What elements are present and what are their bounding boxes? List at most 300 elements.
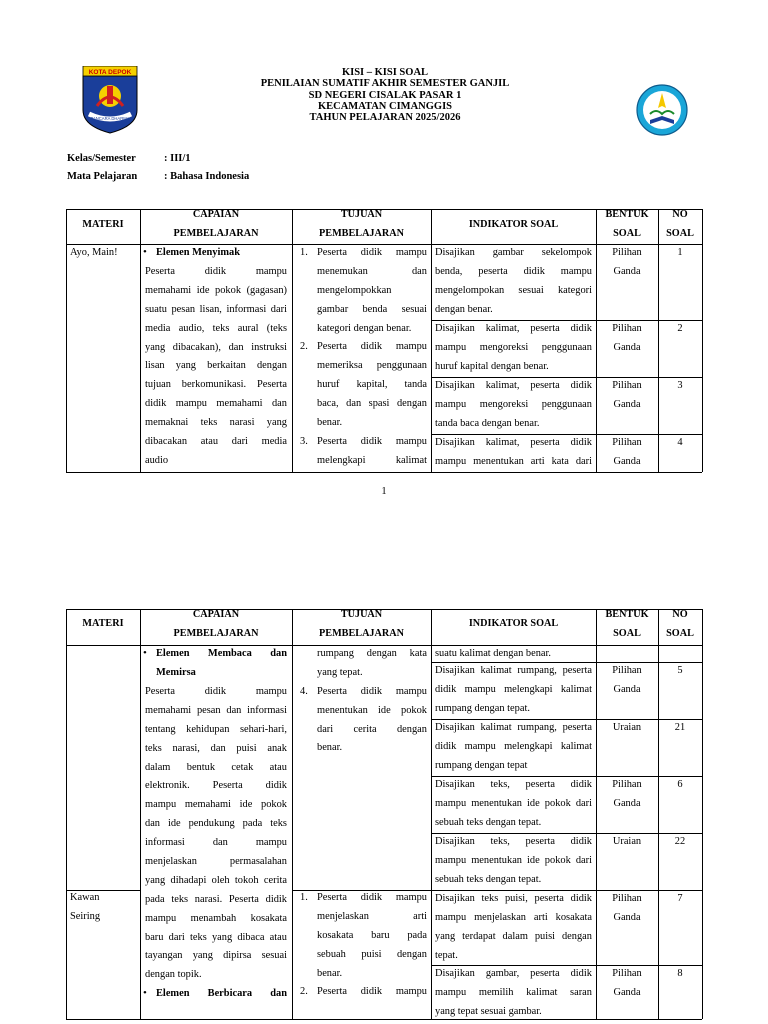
text-line — [145, 759, 287, 778]
text-line — [156, 985, 287, 1004]
tujuan-number: 2. — [300, 986, 308, 998]
tujuan-list — [296, 889, 427, 1002]
tujuan-number: 1. — [300, 892, 308, 903]
col-capaian-line: PEMBELAJARAN — [173, 228, 259, 239]
word: didik — [435, 683, 457, 695]
word: ide — [378, 704, 391, 716]
bentuk-cell — [596, 662, 658, 700]
word: Peserta — [317, 892, 348, 903]
text-line: tanda baca dengan benar. — [435, 417, 540, 429]
col-materi: MATERI — [82, 618, 124, 629]
logo-left-text-top: KOTA DEPOK — [88, 69, 132, 76]
word: mampu — [255, 266, 287, 277]
word: memahami — [216, 398, 263, 410]
col-no-line: NO — [672, 609, 688, 620]
bentuk-line: Pilihan — [612, 380, 642, 391]
word: kapital, — [356, 379, 388, 391]
no-cell: 22 — [674, 836, 686, 847]
bentuk-line: Uraian — [612, 836, 642, 847]
word: Peserta — [256, 379, 287, 391]
text-line: dengan topik. — [145, 969, 202, 981]
kelas-value: : III/1 — [164, 153, 191, 164]
bentuk-line: Pilihan — [612, 323, 642, 334]
word: tanda — [404, 379, 427, 391]
word: puisi — [534, 930, 556, 942]
word: gambar — [317, 303, 349, 315]
word: kalimat — [480, 722, 512, 733]
word: didik — [570, 893, 592, 904]
col-capaian — [140, 605, 292, 643]
text-line — [435, 662, 592, 681]
word: kalimat, — [485, 323, 520, 334]
capaian-heading-cont: Memirsa — [156, 667, 196, 678]
bentuk-line: Uraian — [612, 722, 642, 733]
text-line: huruf kapital dengan benar. — [435, 360, 549, 372]
bentuk-cell — [596, 965, 658, 1003]
word: ide — [167, 818, 181, 830]
word: teks — [270, 818, 287, 830]
word: dan — [411, 265, 427, 277]
word: huruf — [317, 379, 340, 391]
word: didik — [435, 740, 457, 752]
tujuan-item — [296, 683, 427, 759]
word: dari — [575, 455, 592, 467]
word: dihadapi — [170, 874, 207, 886]
word: dan — [270, 988, 287, 999]
text-line — [156, 645, 287, 664]
indikator-cell — [435, 719, 592, 776]
word: mampu — [464, 740, 496, 752]
word: Peserta — [317, 435, 348, 447]
no-cell: 6 — [677, 779, 683, 790]
word: teks — [171, 893, 189, 905]
word: peserta — [562, 665, 592, 676]
word: peserta — [478, 265, 508, 277]
word: Peserta — [317, 685, 348, 697]
word: didik — [570, 836, 592, 847]
word: teks — [200, 417, 218, 429]
col-tujuan-line: PEMBELAJARAN — [319, 228, 404, 239]
word: teks, — [490, 836, 510, 847]
col-indikator: INDIKATOR SOAL — [468, 618, 559, 629]
text-line: benar. — [317, 417, 343, 429]
word: Disajikan — [435, 893, 475, 904]
word: memilih — [478, 986, 514, 998]
word: kalimat — [526, 986, 558, 998]
word: mampu — [395, 685, 427, 697]
text-line — [145, 777, 287, 796]
word: sehari-hari, — [239, 723, 287, 735]
word: dengan — [366, 648, 397, 659]
word: kehidupan — [186, 723, 230, 735]
text-line: kategori dengan benar. — [317, 322, 412, 334]
word: cerita — [353, 723, 377, 735]
word: baca, — [317, 398, 339, 410]
word: didik — [145, 398, 167, 410]
bentuk-line: Ganda — [613, 341, 641, 353]
word: dengan — [396, 948, 427, 960]
word: Disajikan — [435, 779, 475, 790]
word: menemukan — [317, 265, 368, 277]
word: mampu — [435, 854, 467, 866]
bullet-icon: • — [143, 647, 147, 659]
word: Berbicara — [207, 988, 253, 999]
word: kalimat, — [485, 380, 520, 391]
text-line — [145, 872, 287, 891]
text-line: benar. — [317, 967, 343, 979]
text-line: rumpang dengan tepat — [435, 759, 528, 771]
word: dibaca — [237, 931, 265, 943]
word: sebuah — [317, 948, 346, 960]
word: tokoh — [234, 874, 259, 886]
materi-cell: Ayo, Main! — [70, 247, 118, 258]
materi-cell — [70, 889, 100, 927]
word: gambar — [492, 247, 524, 258]
text-line — [317, 889, 427, 908]
word: narasi, — [172, 742, 200, 754]
word: informasi — [226, 303, 267, 315]
word: didik — [265, 893, 287, 905]
col-bentuk-line: BENTUK — [605, 609, 649, 620]
word: Membaca — [207, 648, 252, 659]
word: kategori — [557, 284, 592, 296]
bentuk-line: Pilihan — [612, 893, 642, 904]
word: yang — [175, 360, 196, 372]
word: kalimat — [560, 683, 592, 695]
text-line: sebuah teks dengan tepat. — [435, 873, 542, 885]
word: lisan, — [199, 303, 222, 315]
word: gambar, — [485, 968, 520, 979]
word: penggunaan — [541, 341, 592, 353]
no-cell: 7 — [677, 893, 683, 904]
text-line: audio — [145, 454, 169, 466]
word: arti — [530, 455, 545, 467]
word: mengoreksi — [479, 398, 529, 410]
word: peserta — [530, 437, 560, 448]
word: Disajikan — [435, 323, 475, 334]
word: sesuai — [261, 950, 287, 962]
word: dan — [210, 742, 226, 754]
word: dibacakan — [145, 436, 188, 448]
bentuk-line: Ganda — [613, 797, 641, 809]
text-line: tepat. — [435, 949, 458, 961]
word: memaknai — [145, 417, 189, 429]
word: teks — [190, 931, 207, 943]
word: berkaitan — [207, 360, 246, 372]
word: Peserta — [317, 986, 348, 998]
text-line — [435, 776, 592, 795]
word: dari — [317, 723, 334, 735]
word: aural — [237, 322, 259, 334]
capaian-heading — [156, 985, 287, 1004]
word: dan — [228, 341, 244, 353]
tujuan-item — [296, 889, 427, 983]
bullet-icon: • — [143, 987, 147, 999]
word: berkomunikasi. — [181, 379, 247, 391]
text-line: mengelompokkan — [317, 284, 392, 296]
mapel-value: : Bahasa Indonesia — [164, 171, 250, 182]
text-line — [145, 947, 287, 966]
col-capaian-line: CAPAIAN — [192, 609, 240, 620]
text-line — [145, 910, 287, 929]
word: dipirsa — [223, 950, 252, 962]
text-line — [145, 853, 287, 872]
word: yang — [435, 930, 456, 942]
word: Peserta — [212, 780, 243, 792]
word: kata — [409, 648, 427, 659]
bentuk-line: Pilihan — [612, 437, 642, 448]
word: puisi — [361, 948, 382, 960]
no-cell: 3 — [677, 380, 683, 391]
bentuk-line: Pilihan — [612, 665, 642, 676]
text-line — [145, 683, 287, 702]
word: menentukan — [317, 704, 368, 716]
bentuk-line: Pilihan — [612, 968, 642, 979]
word: menjelaskan — [145, 856, 197, 868]
word: kalimat — [560, 740, 592, 752]
tujuan-list — [296, 645, 427, 758]
word: Disajikan — [435, 968, 475, 979]
word: penggunaan — [376, 360, 427, 372]
text-line: dengan benar. — [435, 303, 493, 315]
word: benda, — [435, 265, 463, 277]
word: Disajikan — [435, 722, 475, 733]
materi-line: Seiring — [70, 910, 101, 922]
word: tayangan — [145, 950, 183, 962]
word: mampu — [435, 986, 467, 998]
word: mampu — [435, 911, 467, 923]
word: mengoreksi — [479, 341, 529, 353]
word: cerita — [263, 874, 287, 886]
logo-left-text-bottom: PANCARA DHARMA — [90, 116, 130, 121]
text-line: yang tepat. — [317, 666, 363, 678]
word: memahami — [145, 704, 192, 716]
word: teks — [145, 742, 162, 754]
text-line: yang tepat sesuai gambar. — [435, 1005, 542, 1017]
text-line — [145, 721, 287, 740]
mapel-label: Mata Pelajaran — [67, 171, 138, 182]
word: didik — [360, 986, 383, 998]
word: dibacakan), — [172, 341, 221, 353]
word: mampu — [435, 398, 467, 410]
no-cell: 2 — [677, 323, 683, 334]
word: didik — [570, 380, 592, 391]
page-number: 1 — [381, 486, 387, 497]
word: didik — [360, 685, 383, 697]
no-cell: 5 — [677, 665, 683, 676]
word: Disajikan — [435, 380, 475, 391]
word: (teks — [266, 322, 287, 334]
bentuk-line: Pilihan — [612, 779, 642, 790]
tujuan-number: 1. — [300, 247, 308, 258]
word: menjelaskan — [317, 910, 369, 922]
word: kata — [551, 455, 569, 467]
word: teks — [212, 322, 230, 334]
word: peserta — [525, 836, 555, 847]
word: kosakata — [317, 929, 354, 941]
word: spasi — [368, 398, 390, 410]
bentuk-line: Ganda — [613, 455, 641, 467]
text-line — [435, 738, 592, 757]
word: teks — [481, 893, 499, 904]
indikator-cell — [435, 965, 592, 1022]
col-tujuan — [292, 605, 431, 643]
word: yang — [145, 341, 166, 353]
tujuan-number: 3. — [300, 435, 308, 447]
word: atau — [200, 436, 219, 448]
word: mampu — [395, 435, 427, 447]
word: dengan — [256, 360, 287, 372]
col-capaian-line: CAPAIAN — [192, 209, 240, 220]
word: atau — [269, 931, 287, 943]
word: mengelompokan — [435, 284, 505, 296]
kelas-label: Kelas/Semester — [67, 153, 136, 164]
word: didik — [570, 779, 592, 790]
text-line — [435, 719, 592, 738]
word: saran — [570, 986, 592, 998]
word: media — [261, 436, 287, 448]
word: mampu — [145, 799, 177, 811]
word: ide — [239, 799, 253, 811]
title-line: PENILAIAN SUMATIF AKHIR SEMESTER GANJIL — [260, 78, 510, 90]
word: lisan — [145, 360, 165, 372]
word: pokok — [261, 799, 287, 811]
bentuk-cell — [596, 890, 658, 928]
col-no-line: SOAL — [666, 228, 694, 239]
word: yang — [145, 874, 166, 886]
word: mampu — [395, 986, 427, 998]
col-no-line: SOAL — [666, 628, 694, 639]
word: yang — [211, 931, 233, 943]
word: dan — [212, 837, 228, 849]
text-line — [145, 929, 287, 948]
word: pada — [242, 818, 263, 830]
col-tujuan-line: TUJUAN — [340, 609, 383, 620]
word: anak — [267, 742, 287, 754]
word: pada — [145, 893, 165, 905]
text-line — [317, 721, 427, 740]
no-cell: 4 — [677, 437, 683, 448]
bentuk-line: Ganda — [613, 265, 641, 277]
text-line — [317, 683, 427, 702]
word: teks, — [490, 779, 510, 790]
word: Elemen — [156, 988, 190, 999]
text-line — [317, 927, 427, 946]
word: mampu — [395, 341, 427, 353]
word: peserta — [530, 323, 560, 334]
word: arti — [413, 910, 427, 922]
word: mampu — [175, 398, 207, 410]
indikator-cell — [435, 776, 592, 833]
bentuk-line: Ganda — [613, 683, 641, 695]
word: kosakata — [555, 911, 592, 923]
word: Peserta — [145, 686, 176, 697]
word: puisi — [236, 742, 257, 754]
word: yang — [192, 950, 213, 962]
text-line — [435, 984, 592, 1003]
word: pesan — [171, 303, 196, 315]
word: Disajikan — [435, 437, 475, 448]
bullet-icon: • — [143, 246, 147, 258]
text-line — [435, 909, 592, 928]
capaian-heading — [156, 645, 287, 664]
word: pokok — [401, 704, 427, 716]
text-line: sebuah teks dengan tepat. — [435, 816, 542, 828]
tujuan-number: 2. — [300, 341, 308, 353]
word: peserta — [562, 722, 592, 733]
col-capaian-line: PEMBELAJARAN — [173, 628, 259, 639]
word: benda — [362, 303, 388, 315]
word: mampu — [145, 912, 177, 924]
word: memahami — [184, 799, 231, 811]
text-line — [145, 740, 287, 759]
bentuk-line: Ganda — [613, 986, 641, 998]
word: dan — [270, 648, 287, 659]
word: melengkapi — [504, 683, 553, 695]
word: kalimat — [395, 454, 427, 466]
word: didik — [360, 892, 383, 903]
word: Peserta — [145, 266, 176, 277]
word: bentuk — [186, 761, 216, 773]
text-line — [435, 795, 592, 814]
word: Peserta — [317, 247, 348, 258]
text-line: rumpang dengan tepat. — [435, 702, 530, 714]
word: dengan — [396, 723, 427, 735]
word: mampu — [395, 892, 427, 903]
title-line: KISI – KISI SOAL — [341, 67, 429, 78]
col-bentuk-line: BENTUK — [605, 209, 649, 220]
word: dan — [346, 398, 362, 410]
word: Disajikan — [435, 247, 475, 258]
word: mampu — [435, 797, 467, 809]
word: dari — [270, 303, 287, 315]
word: dalam — [502, 930, 528, 942]
word: didik — [570, 968, 592, 979]
text-line — [435, 890, 592, 909]
word: didik — [265, 780, 287, 792]
word: sesuai — [401, 303, 427, 315]
tujuan-cont — [296, 645, 427, 683]
bentuk-cell — [596, 776, 658, 814]
word: peserta — [534, 893, 564, 904]
word: menentukan — [471, 854, 522, 866]
word: rumpang, — [517, 722, 557, 733]
text-line — [435, 928, 592, 947]
word: dalam — [145, 761, 171, 773]
word: media — [145, 322, 171, 334]
word: sekelompok — [541, 247, 592, 258]
word: rumpang — [317, 648, 354, 659]
indikator-cell — [435, 890, 592, 966]
title-line: KECAMATAN CIMANGGIS — [317, 100, 453, 112]
word: menjelaskan — [474, 911, 526, 923]
word: pada — [407, 929, 427, 941]
word: mampu — [435, 341, 467, 353]
word: arti — [533, 911, 548, 923]
word: dari — [575, 854, 592, 866]
word: yang — [266, 417, 287, 429]
word: didik — [360, 247, 383, 258]
word: cetak — [231, 761, 254, 773]
word: tujuan — [145, 379, 171, 391]
text-line — [145, 702, 287, 721]
word: melengkapi — [504, 740, 553, 752]
word: dari — [168, 931, 185, 943]
word: ide — [527, 797, 540, 809]
text-line — [317, 983, 427, 1002]
word: peserta — [530, 968, 560, 979]
materi-line: Kawan — [70, 892, 100, 903]
